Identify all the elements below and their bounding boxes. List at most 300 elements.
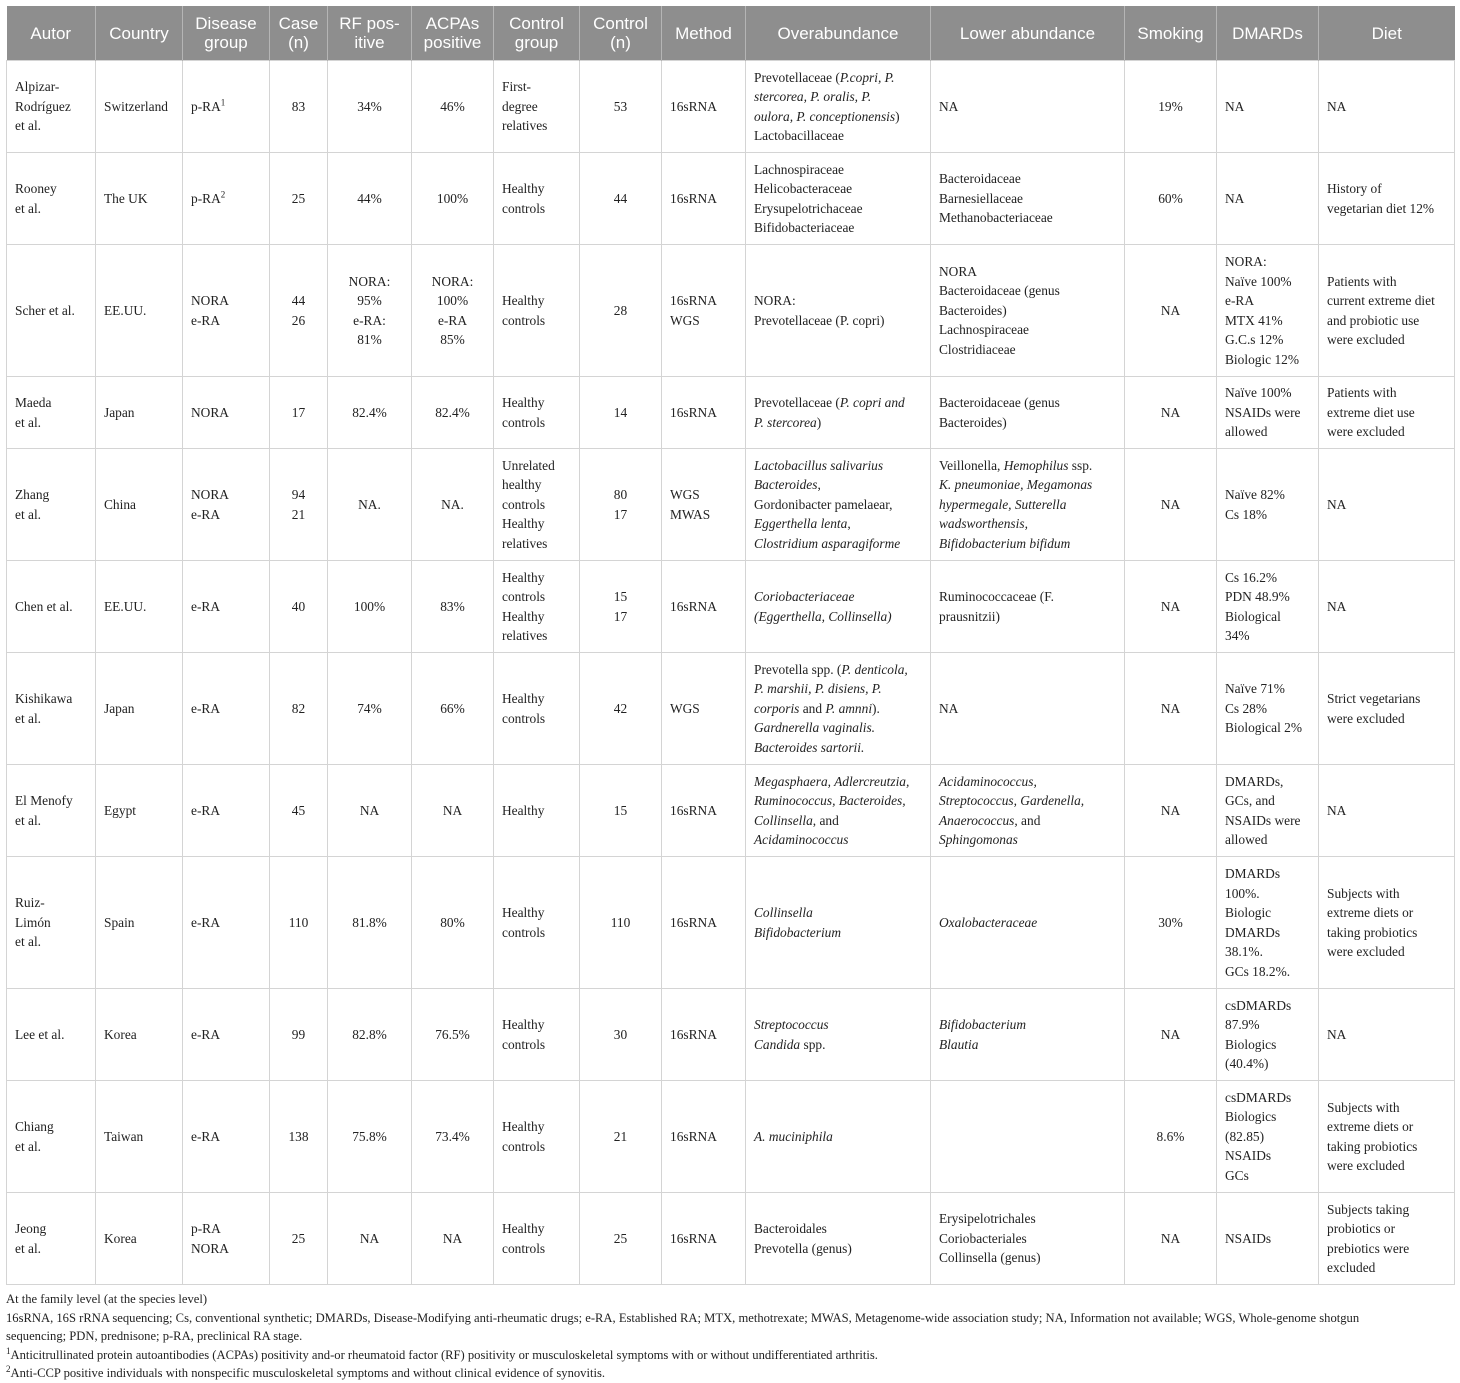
- cell-text: Rooney: [15, 181, 57, 196]
- cell-text: Alpizar-: [15, 79, 60, 95]
- cell-dmards: [1217, 377, 1319, 449]
- cell-text: Japan: [104, 700, 135, 716]
- cell-text: NORA: [939, 263, 977, 279]
- cell-text: and probiotic use: [1327, 312, 1420, 328]
- italic-taxon-text: Clostridium asparagiforme: [754, 535, 901, 551]
- cell-text: 45: [291, 802, 306, 818]
- cell-case-n: [270, 561, 328, 653]
- cell-control-n: [580, 653, 662, 765]
- cell-smoking: [1125, 561, 1217, 653]
- cell-text: 44%: [357, 190, 382, 206]
- cell-text: NORA:: [1225, 254, 1267, 269]
- cell-rf-positive: [328, 449, 412, 561]
- cell-disease-group: [183, 449, 270, 561]
- italic-taxon-text: Coriobacteriaceae: [754, 589, 855, 604]
- cell-line: [754, 811, 922, 831]
- cell-text: NORA:: [754, 293, 796, 308]
- cell-text: 16sRNA: [670, 1026, 717, 1042]
- cell-text: extreme diets or: [1327, 1119, 1414, 1134]
- header-text: (n): [288, 33, 309, 52]
- cell-text: (82.85): [1225, 1128, 1265, 1144]
- cell-text: NSAIDs were: [1225, 404, 1301, 420]
- cell-text: Veillonella,: [939, 457, 1004, 473]
- italic-taxon-text: corporis: [754, 700, 800, 716]
- cell-lower-abundance: [931, 1193, 1125, 1285]
- cell-text: Healthy: [502, 608, 545, 624]
- cell-case-n: [270, 765, 328, 857]
- cell-overabundance: [746, 377, 931, 449]
- cell-smoking: [1125, 449, 1217, 561]
- cell-line: [754, 718, 922, 738]
- cell-disease-group: [183, 153, 270, 245]
- cell-diet: [1319, 1193, 1455, 1285]
- cell-text: e-RA: [191, 914, 221, 930]
- italic-taxon-text: Bacteroides: [754, 477, 818, 493]
- cell-text: NORA: [191, 487, 229, 502]
- cell-text: Prevotella (genus): [754, 1240, 852, 1256]
- cell-acpas-positive: [412, 61, 494, 153]
- cell-text: taking probiotics: [1327, 924, 1418, 940]
- cell-control-n: [580, 61, 662, 153]
- header-text: Lower abundance: [959, 23, 1096, 43]
- cell-text: Spain: [104, 914, 135, 930]
- cell-smoking: [1125, 857, 1217, 989]
- cell-line: [754, 660, 922, 680]
- cell-country: [96, 857, 183, 989]
- cell-text: GCs 18.2%.: [1225, 963, 1291, 979]
- cell-overabundance: [746, 153, 931, 245]
- cell-text: controls: [502, 710, 546, 726]
- cell-control-n: [580, 245, 662, 377]
- cell-country: [96, 449, 183, 561]
- cell-text: Healthy: [502, 516, 545, 532]
- cell-control-group: [494, 857, 580, 989]
- italic-taxon-text: Sphingomonas: [939, 832, 1018, 847]
- cell-text: e-RA: [191, 802, 221, 818]
- cell-text: controls: [502, 1138, 546, 1154]
- cell-disease-group: [183, 653, 270, 765]
- cell-text: e-RA: [191, 312, 221, 328]
- cell-text: 16sRNA: [670, 1128, 717, 1144]
- cell-lower-abundance: [931, 245, 1125, 377]
- cell-line: [939, 830, 1116, 850]
- cell-text: taking probiotics: [1327, 1138, 1418, 1154]
- cell-text: Strict vegetarians: [1327, 691, 1421, 706]
- cell-text: relatives: [502, 628, 548, 643]
- table-container: [6, 6, 1454, 1383]
- cell-line: [939, 791, 1116, 811]
- cell-text: NORA: [191, 404, 229, 420]
- cell-line: [754, 791, 922, 811]
- cell-rf-positive: [328, 857, 412, 989]
- cell-line: [939, 534, 1116, 554]
- cell-case-n: [270, 245, 328, 377]
- column-header-control-group: [494, 6, 580, 61]
- italic-taxon-text: Streptococcus, Gardenella,: [939, 793, 1085, 808]
- cell-autor: [7, 561, 96, 653]
- cell-text: vegetarian diet 12%: [1327, 200, 1435, 216]
- cell-text: 17: [613, 506, 628, 522]
- cell-text: Bacteroidaceae (genus: [939, 395, 1060, 410]
- cell-line: [939, 475, 1116, 495]
- cell-control-n: [580, 857, 662, 989]
- italic-taxon-text: Anaerococcus: [939, 812, 1015, 828]
- cell-text: Patients with: [1327, 273, 1397, 289]
- column-header-acpas-positive: [412, 6, 494, 61]
- cell-acpas-positive: [412, 857, 494, 989]
- cell-text: et al.: [15, 710, 42, 726]
- cell-line: [754, 126, 922, 146]
- cell-smoking: [1125, 153, 1217, 245]
- cell-country: [96, 153, 183, 245]
- cell-country: [96, 245, 183, 377]
- table-row: [7, 245, 1455, 377]
- cell-text: NA: [1160, 496, 1181, 512]
- cell-text: Lachnospiraceae: [939, 322, 1029, 338]
- cell-text: NA: [1327, 1026, 1347, 1042]
- cell-text: 95%: [357, 293, 382, 308]
- cell-overabundance: [746, 989, 931, 1081]
- cell-text: 17: [613, 608, 628, 624]
- cell-dmards: [1217, 765, 1319, 857]
- cell-overabundance: [746, 857, 931, 989]
- cell-smoking: [1125, 377, 1217, 449]
- cell-text: 44: [613, 190, 628, 206]
- header-text: RF pos-: [339, 14, 400, 33]
- footnote-family-level: At the family level (at the species level): [6, 1292, 208, 1306]
- cell-case-n: [270, 989, 328, 1081]
- cell-line: [939, 811, 1116, 831]
- cell-text: relatives: [502, 535, 548, 551]
- cell-control-group: [494, 245, 580, 377]
- cell-text: 42: [613, 700, 628, 716]
- cell-control-group: [494, 153, 580, 245]
- cell-text: 25: [613, 1230, 628, 1246]
- cell-smoking: [1125, 61, 1217, 153]
- cell-text: Naïve 82%: [1225, 487, 1285, 502]
- cell-text: 80: [613, 487, 628, 502]
- cell-text: Prevotella spp. (: [754, 661, 842, 677]
- cell-text: e-RA: [191, 598, 221, 614]
- cell-text: healthy: [502, 477, 542, 493]
- cell-text: NA: [442, 802, 463, 818]
- table-footnotes: [6, 1290, 1454, 1383]
- cell-method: [662, 61, 746, 153]
- table-row: [7, 153, 1455, 245]
- cell-text: 34%: [357, 98, 382, 114]
- cell-text: 15: [613, 589, 628, 604]
- header-text: Smoking: [1137, 23, 1204, 43]
- cell-text: China: [104, 496, 136, 512]
- cell-text: Barnesiellaceae: [939, 190, 1024, 206]
- cell-text: Taiwan: [104, 1128, 144, 1144]
- cell-text: NA: [1327, 598, 1347, 614]
- cell-text: 14: [613, 404, 628, 420]
- cell-line: [754, 107, 922, 127]
- cell-country: [96, 989, 183, 1081]
- footnote-2-text: Anti-CCP positive individuals with nonspecific musculoskeletal symptoms and without clinical evidence of synovitis.: [10, 1366, 606, 1380]
- cell-country: [96, 377, 183, 449]
- footnote-abbreviations-cont: sequencing; PDN, prednisone; p-RA, preclinical RA stage.: [6, 1329, 303, 1343]
- italic-taxon-text: P.copri, P.: [839, 69, 895, 85]
- cell-country: [96, 765, 183, 857]
- cell-text: p-RA: [191, 98, 221, 114]
- cell-text: G.C.s 12%: [1225, 332, 1284, 347]
- cell-text: Helicobacteraceae: [754, 181, 853, 196]
- cell-acpas-positive: [412, 449, 494, 561]
- cell-text: controls: [502, 496, 546, 512]
- italic-taxon-text: A. muciniphila: [754, 1128, 833, 1144]
- italic-taxon-text: Bacteroides sartorii.: [754, 739, 865, 755]
- cell-lower-abundance: [931, 765, 1125, 857]
- cell-text: current extreme diet: [1327, 293, 1435, 308]
- cell-text: 15: [613, 802, 628, 818]
- cell-smoking: [1125, 245, 1217, 377]
- cell-disease-group: [183, 245, 270, 377]
- table-header-row: [7, 6, 1455, 61]
- cell-case-n: [270, 857, 328, 989]
- cell-lower-abundance: [931, 1081, 1125, 1193]
- cell-text: Japan: [104, 404, 135, 420]
- cell-text: 82.8%: [352, 1026, 387, 1042]
- cell-control-n: [580, 561, 662, 653]
- cell-line: [754, 587, 922, 607]
- footnote-marker: 2: [220, 189, 226, 200]
- cell-text: NSAIDs: [1225, 1148, 1272, 1164]
- cell-text: 16sRNA: [670, 914, 717, 930]
- cell-text: csDMARDs: [1225, 997, 1292, 1013]
- cell-text: et al.: [15, 200, 42, 216]
- italic-taxon-text: P. amnni: [825, 700, 873, 716]
- cell-text: 16sRNA: [670, 190, 717, 206]
- cell-text: NA: [1160, 1026, 1181, 1042]
- cell-text: Egypt: [104, 802, 136, 818]
- cell-country: [96, 61, 183, 153]
- column-header-control-n: [580, 6, 662, 61]
- cell-text: 100%.: [1225, 885, 1260, 901]
- cell-line: [754, 514, 922, 534]
- cell-text: NA.: [358, 496, 381, 512]
- cell-country: [96, 653, 183, 765]
- cell-control-group: [494, 561, 580, 653]
- cell-text: e-RA: [1225, 293, 1255, 308]
- table-row: [7, 1081, 1455, 1193]
- cell-control-n: [580, 1081, 662, 1193]
- cell-text: Limón: [15, 914, 51, 930]
- cell-line: [754, 923, 922, 943]
- cell-text: 21: [291, 506, 306, 522]
- cell-text: NA: [442, 1230, 463, 1246]
- cell-method: [662, 857, 746, 989]
- italic-taxon-text: Gardnerella vaginalis.: [754, 720, 875, 736]
- cell-text: e-RA: [191, 1128, 221, 1144]
- cell-text: Healthy: [502, 1119, 545, 1134]
- cell-text: NA: [939, 98, 959, 114]
- cell-text: Biologic: [1225, 905, 1272, 920]
- italic-taxon-text: Candida: [754, 1036, 801, 1052]
- cell-line: [754, 772, 922, 792]
- header-text: Autor: [30, 23, 72, 43]
- cell-text: Healthy: [502, 1017, 545, 1032]
- cell-text: spp.: [800, 1036, 826, 1052]
- cell-acpas-positive: [412, 765, 494, 857]
- cell-text: NA: [1327, 98, 1347, 114]
- cell-text: were excluded: [1327, 1158, 1405, 1173]
- cell-lower-abundance: [931, 377, 1125, 449]
- cell-text: et al.: [15, 414, 42, 430]
- cell-text: et al.: [15, 118, 42, 134]
- cell-method: [662, 245, 746, 377]
- cell-diet: [1319, 245, 1455, 377]
- cell-text: Lactobacillaceae: [754, 128, 844, 143]
- cell-acpas-positive: [412, 561, 494, 653]
- cell-dmards: [1217, 1193, 1319, 1285]
- cell-text: prebiotics were: [1327, 1240, 1410, 1256]
- cell-line: [754, 393, 922, 413]
- cell-text: 110: [610, 914, 631, 930]
- cell-text: NA: [1160, 802, 1181, 818]
- cell-overabundance: [746, 245, 931, 377]
- cell-overabundance: [746, 1081, 931, 1193]
- cell-autor: [7, 1081, 96, 1193]
- cell-text: NORA:: [348, 273, 391, 289]
- cell-disease-group: [183, 1193, 270, 1285]
- column-header-disease-group: [183, 6, 270, 61]
- cell-text: 66%: [440, 700, 465, 716]
- cell-smoking: [1125, 1193, 1217, 1285]
- cell-text: 34%: [1225, 628, 1250, 643]
- cell-text: extreme diet use: [1327, 404, 1415, 420]
- cell-line: [754, 738, 922, 758]
- cell-text: 16sRNA: [670, 598, 717, 614]
- cell-line: [754, 699, 922, 719]
- italic-taxon-text: Lactobacillus salivarius: [754, 457, 884, 473]
- cell-text: NA: [939, 700, 959, 716]
- cell-text: , and: [812, 812, 839, 828]
- cell-text: 85%: [440, 332, 465, 347]
- cell-method: [662, 1081, 746, 1193]
- cell-country: [96, 561, 183, 653]
- cell-text: Healthy: [502, 181, 545, 196]
- cell-text: NORA: [191, 1240, 229, 1256]
- cell-dmards: [1217, 245, 1319, 377]
- italic-taxon-text: Streptococcus: [754, 1017, 829, 1032]
- table-row: [7, 857, 1455, 989]
- cell-text: Biologics: [1225, 1036, 1277, 1052]
- table-row: [7, 449, 1455, 561]
- cell-method: [662, 989, 746, 1081]
- cell-diet: [1319, 989, 1455, 1081]
- cell-control-n: [580, 1193, 662, 1285]
- cell-text: relatives: [502, 118, 548, 134]
- cell-control-n: [580, 989, 662, 1081]
- cell-text: et al.: [15, 812, 42, 828]
- cell-text: Naïve 100%: [1225, 385, 1292, 401]
- cell-method: [662, 1193, 746, 1285]
- cell-text: Clostridiaceae: [939, 341, 1016, 357]
- cell-text: Chiang: [15, 1119, 54, 1134]
- cell-lower-abundance: [931, 153, 1125, 245]
- cell-text: The UK: [104, 190, 148, 206]
- cell-text: csDMARDs: [1225, 1089, 1292, 1105]
- cell-text: Ruminococcaceae (F.: [939, 589, 1054, 604]
- cell-text: NA: [1160, 1230, 1181, 1246]
- cell-diet: [1319, 449, 1455, 561]
- cell-text: Biologics: [1225, 1109, 1277, 1125]
- cell-text: DMARDs,: [1225, 773, 1284, 789]
- cell-text: allowed: [1225, 832, 1268, 847]
- cell-text: Biological 2%: [1225, 720, 1302, 736]
- cell-text: controls: [502, 924, 546, 940]
- cell-case-n: [270, 61, 328, 153]
- cell-diet: [1319, 561, 1455, 653]
- cell-text: Switzerland: [104, 98, 168, 114]
- cell-text: e-RA:: [353, 312, 386, 328]
- cell-text: 100%: [436, 293, 469, 308]
- cell-text: WGS: [670, 487, 700, 502]
- cell-text: 8.6%: [1156, 1128, 1185, 1144]
- italic-taxon-text: Eggerthella lenta: [754, 516, 848, 532]
- cell-text: ,: [817, 477, 821, 493]
- cell-text: Chen et al.: [15, 598, 73, 614]
- cell-text: Bifidobacteriaceae: [754, 220, 855, 235]
- cell-method: [662, 449, 746, 561]
- cell-text: Biologic 12%: [1225, 351, 1300, 367]
- cell-text: NA: [1160, 302, 1181, 318]
- cell-text: GCs: [1225, 1167, 1249, 1183]
- cell-text: 44: [291, 293, 306, 308]
- cell-autor: [7, 765, 96, 857]
- column-header-autor: [7, 6, 96, 61]
- header-text: Control: [593, 14, 648, 33]
- cell-text: NA: [1160, 700, 1181, 716]
- cell-disease-group: [183, 61, 270, 153]
- cell-text: Cs 16.2%: [1225, 569, 1278, 585]
- cell-text: probiotics or: [1327, 1221, 1396, 1236]
- italic-taxon-text: Bifidobacterium: [939, 1017, 1027, 1032]
- header-text: Control: [509, 14, 564, 33]
- cell-text: were excluded: [1327, 424, 1405, 440]
- cell-control-n: [580, 153, 662, 245]
- cell-text: Lee et al.: [15, 1026, 65, 1042]
- cell-text: 81.8%: [352, 914, 387, 930]
- header-text: Case: [278, 14, 319, 33]
- cell-text: allowed: [1225, 424, 1268, 440]
- header-text: Diet: [1371, 23, 1402, 43]
- cell-line: [754, 830, 922, 850]
- cell-line: [754, 1127, 922, 1147]
- cell-text: excluded: [1327, 1260, 1376, 1275]
- cell-text: NA: [1225, 98, 1245, 114]
- cell-text: e-RA: [191, 506, 221, 522]
- cell-text: NA.: [441, 496, 464, 512]
- cell-text: Naïve 100%: [1225, 273, 1292, 289]
- cell-method: [662, 377, 746, 449]
- table-row: [7, 989, 1455, 1081]
- cell-lower-abundance: [931, 561, 1125, 653]
- cell-text: controls: [502, 589, 546, 604]
- cell-overabundance: [746, 1193, 931, 1285]
- cell-text: Bacteroidaceae (genus: [939, 283, 1060, 299]
- cell-method: [662, 153, 746, 245]
- cell-text: Prevotellaceae (: [754, 69, 840, 85]
- column-header-dmards: [1217, 6, 1319, 61]
- cell-text: prausnitzii): [939, 608, 1000, 624]
- cell-acpas-positive: [412, 377, 494, 449]
- cell-text: 94: [291, 487, 306, 502]
- cell-text: MTX 41%: [1225, 312, 1283, 328]
- cell-text: Healthy: [502, 1221, 545, 1236]
